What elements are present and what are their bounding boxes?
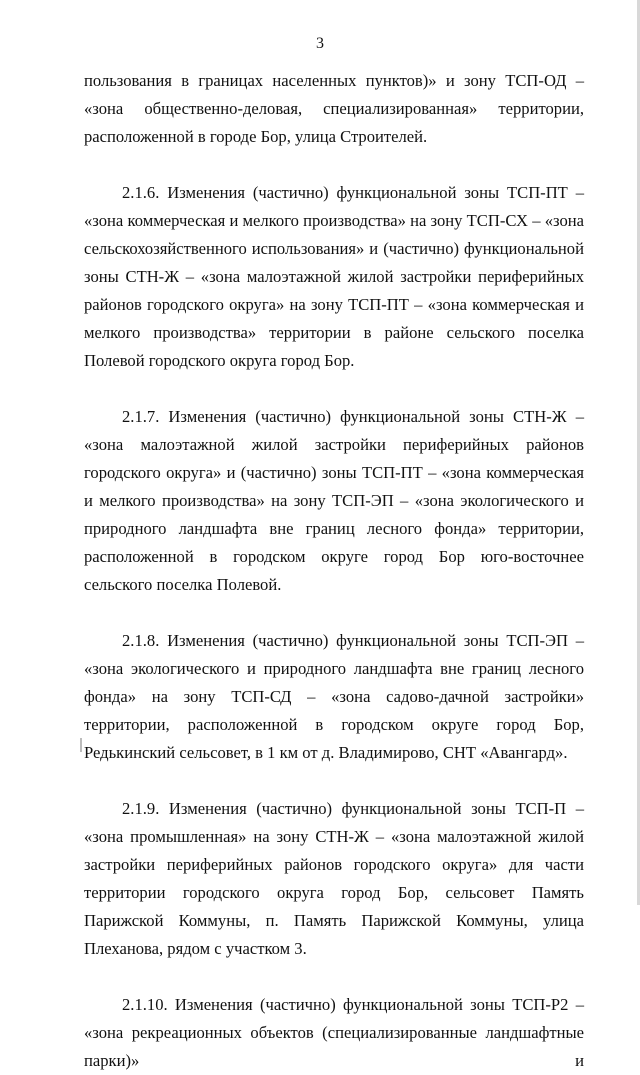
scan-mark <box>80 738 82 752</box>
paragraph-2-1-9: 2.1.9. Изменения (частично) функциональной зоны ТСП-П – «зона промышленная» на зону СТН-Ж – «зона малоэтажной жилой застройки периферийных районов городского округа» для части территории городского округа город Бор, сельсовет Память Парижской Коммуны, п. Память Парижской Коммуны, улица Плеханова, рядом с участком 3. <box>84 799 584 958</box>
paragraph-2-1-7: 2.1.7. Изменения (частично) функциональной зоны СТН-Ж – «зона малоэтажной жилой застройки периферийных районов городского округа» и (частично) зоны ТСП-ПТ – «зона коммерческая и мелкого производства» на зону ТСП-ЭП – «зона экологического и природного ландшафта вне границ лесного фонда» территории, расположенной в городском округе город Бор юго-восточнее сельского поселка Полевой. <box>84 407 584 594</box>
paragraph-continuation: пользования в границах населенных пунктов)» и зону ТСП-ОД – «зона общественно-деловая, специализированная» территории, расположенной в городе Бор, улица Строителей. <box>84 71 584 146</box>
paragraph-2-1-6: 2.1.6. Изменения (частично) функциональной зоны ТСП-ПТ – «зона коммерческая и мелкого производства» на зону ТСП-СХ – «зона сельскохозяйственного использования» и (частично) функциональной зоны СТН-Ж – «зона малоэтажной жилой застройки периферийных районов городского округа» на зону ТСП-ПТ – «зона коммерческая и мелкого производства» территории в районе сельского поселка Полевой городского округа город Бор. <box>84 183 584 370</box>
page-number: 3 <box>316 35 324 52</box>
paragraph-2-1-10: 2.1.10. Изменения (частично) функциональной зоны ТСП-Р2 – «зона рекреационных объектов (специализированные ландшафтные парки)» и <box>84 995 584 1070</box>
paragraph-2-1-8: 2.1.8. Изменения (частично) функциональной зоны ТСП-ЭП – «зона экологического и природного ландшафта вне границ лесного фонда» на зону ТСП-СД – «зона садово-дачной застройки» территории, расположенной в городском округе город Бор, Редькинский сельсовет, в 1 км от д. Владимирово, СНТ «Авангард». <box>84 631 584 762</box>
document-body <box>84 67 584 1075</box>
